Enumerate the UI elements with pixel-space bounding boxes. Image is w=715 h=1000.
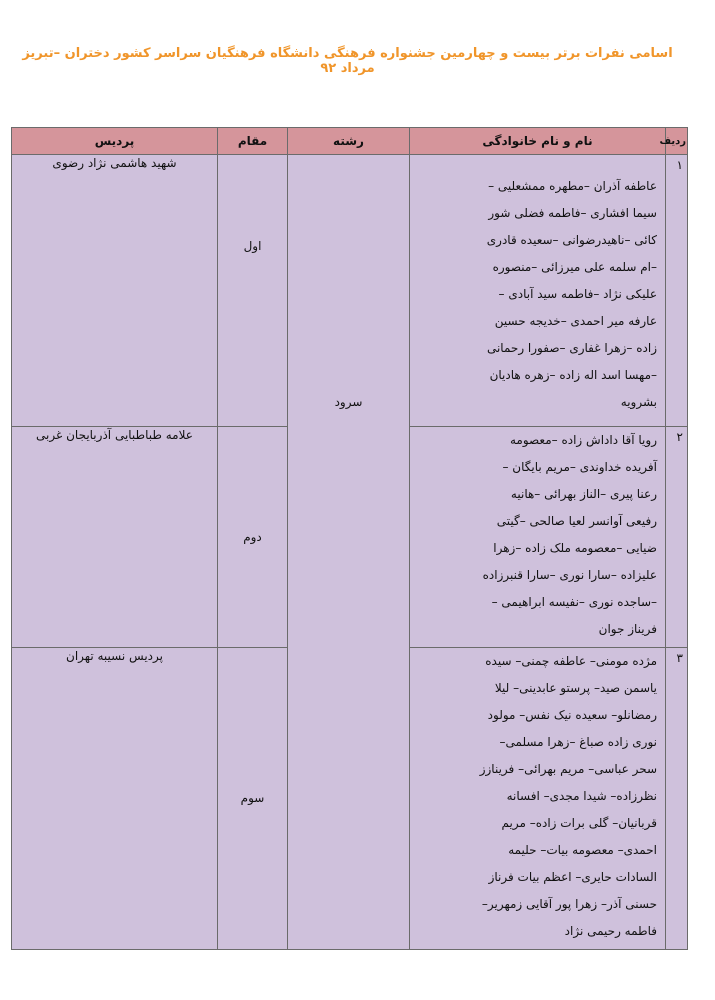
name-line: عاطفه آذران –مطهره ممشعلیی – xyxy=(488,179,657,193)
table-row xyxy=(12,155,688,427)
results-table xyxy=(11,127,688,950)
campus-cell: پردیس نسیبه تهران xyxy=(12,648,218,950)
name-line: علیزاده –سارا نوری –سارا قنبرزاده xyxy=(482,568,657,582)
name-line: زاده –زهرا غفاری –صفورا رحمانی xyxy=(486,341,657,355)
name-line: عارفه میر احمدی –خدیجه حسین xyxy=(494,314,657,328)
table-header-row xyxy=(12,128,688,155)
name-line: فاطمه رحیمی نژاد xyxy=(564,924,657,938)
name-line: علیکی نژاد –فاطمه سید آبادی – xyxy=(498,287,657,301)
row-index: ۲ xyxy=(666,427,688,648)
name-line: –ساجده نوری –نفیسه ابراهیمی – xyxy=(491,595,657,609)
name-line: رویا آقا داداش زاده –معصومه xyxy=(509,433,657,447)
rank-cell: سوم xyxy=(218,648,288,950)
name-line: آفریده خداوندی –مریم بایگان – xyxy=(502,460,657,474)
name-line: السادات حایری– اعظم بیات فرناز xyxy=(488,870,657,884)
row-names xyxy=(410,155,666,427)
header-campus: پردیس xyxy=(12,128,218,155)
name-line: فریناز جوان xyxy=(598,622,657,636)
rank-cell: اول xyxy=(218,155,288,427)
header-rank: مقام xyxy=(218,128,288,155)
name-line: –ام سلمه علی میرزائی –منصوره xyxy=(492,260,657,274)
name-line: نوری زاده صباغ –زهرا مسلمی– xyxy=(499,735,657,749)
campus-cell: شهید هاشمی نژاد رضوی xyxy=(12,155,218,427)
name-line: احمدی– معصومه بیات– حلیمه xyxy=(508,843,657,857)
campus-cell: علامه طباطبایی آذربایجان غربی xyxy=(12,427,218,648)
row-names xyxy=(410,648,666,950)
name-line: –مهسا اسد اله زاده –زهره هادیان xyxy=(489,368,657,382)
field-cell: سرود xyxy=(288,155,410,950)
page-title: اسامی نفرات برتر بیست و چهارمین جشنواره فرهنگی دانشگاه فرهنگیان سراسر کشور دختران –تبریز مرداد ۹۲ xyxy=(22,46,673,76)
name-line: حسنی آذر– زهرا پور آقایی زمهریر– xyxy=(481,897,657,911)
row-index: ۱ xyxy=(666,155,688,427)
name-line: کائی –ناهیدرضوانی –سعیده قادری xyxy=(486,233,657,247)
header-names: نام و نام خانوادگی xyxy=(410,128,666,155)
header-field: رشته xyxy=(288,128,410,155)
name-line: قربانیان– گلی برات زاده– مریم xyxy=(501,816,657,830)
name-line: رمضانلو– سعیده نیک نفس– مولود xyxy=(487,708,657,722)
name-line: رعنا پیری –الناز بهرائی –هانیه xyxy=(510,487,657,501)
name-line: یاسمن صید– پرستو عابدینی– لیلا xyxy=(494,681,657,695)
name-line: مژده مومنی– عاطفه چمنی– سیده xyxy=(485,654,657,668)
rank-cell: دوم xyxy=(218,427,288,648)
name-line: رفیعی آوانسر لعیا صالحی –گیتی xyxy=(496,514,657,528)
name-line: نظرزاده– شیدا مجدی– افسانه xyxy=(506,789,657,803)
name-line: سیما افشاری –فاطمه فضلی شور xyxy=(488,206,657,220)
row-index: ۳ xyxy=(666,648,688,950)
header-index: ردیف xyxy=(666,128,688,155)
name-line: ضیایی –معصومه ملک زاده –زهرا xyxy=(493,541,657,555)
name-line: بشرویه xyxy=(620,395,657,409)
row-names xyxy=(410,427,666,648)
name-line: سحر عباسی– مریم بهرائی– فرینازز xyxy=(479,762,657,776)
